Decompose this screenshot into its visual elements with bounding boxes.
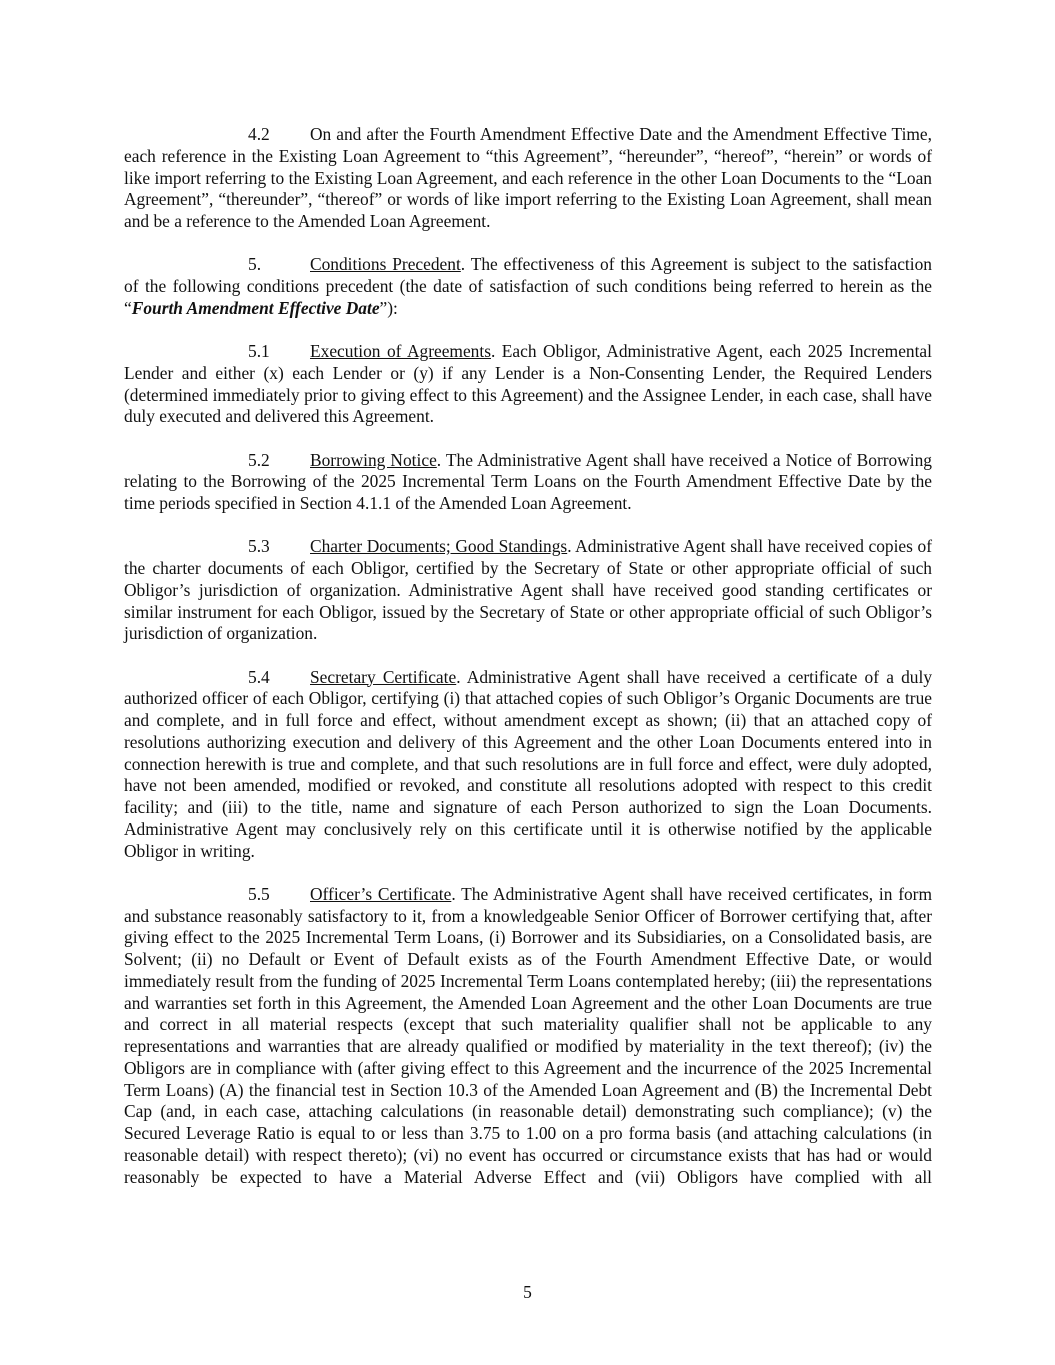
- section-text: . Each Obligor, Administrative Agent, each 2025 Incremental Lender and either (x) each Lender or (y) if any Lender is a Non-Consenting Lender, the Required Lenders (determined immediately prior to giving effect to this Agreement) and the Assignee Lender, in each case, shall have duly executed and delivered this Agreement.: [124, 341, 932, 427]
- section-5-5: [124, 884, 932, 1189]
- section-text: . Administrative Agent shall have received copies of the charter documents of each Obligor, certified by the Secretary of State or other appropriate official of such Obligor’s jurisdiction of organization. Administrative Agent shall have received good standing certificates or similar instrument for each Obligor, issued by the Secretary of State or other appropriate official of such Obligor’s jurisdiction of organization.: [124, 536, 932, 644]
- section-4-2: [124, 124, 932, 233]
- section-number: 5.1: [248, 341, 270, 361]
- page-number: 5: [523, 1282, 532, 1302]
- section-number: 5.5: [248, 883, 270, 904]
- section-number: 5.2: [248, 449, 270, 470]
- section-heading: Charter Documents; Good Standings: [310, 536, 568, 557]
- section-number: 5.: [248, 254, 262, 275]
- section-heading: Execution of Agreements: [310, 341, 491, 361]
- section-text: . The Administrative Agent shall have received certificates, in form and substance reasonably satisfactory to it, from a knowledgeable Senior Officer of Borrower certifying that, after giving effect to the 2025 Incremental Term Loans, (i) Borrower and its Subsidiaries, on a Consolidated basis, are Solvent; (ii) no Default or Event of Default exists as of the Fourth Amendment Effective Date, or would immediately result from the funding of 2025 Incremental Term Loans contemplated hereby; (iii) the representations and warranties set forth in this Agreement, the Amended Loan Agreement and the other Loan Documents are true and correct in all material respects (except that such materiality qualifier shall not be applicable to any representations and warranties that are already qualified or modified by materiality in the text thereof); (iv) the Obligors are in compliance with (after giving effect to this Agreement and the incurrence of the 2025 Incremental Term Loans) (A) the financial test in Section 10.3 of the Amended Loan Agreement and (B) the Incremental Debt Cap (and, in each case, attaching calculations (in reasonable detail) demonstrating such compliance); (v) the Secured Leverage Ratio is equal to or less than 3.75 to 1.00 on a pro forma basis (and attaching calculations (in reasonable detail) with respect thereto); (vi) no event has occurred or circumstance exists that has had or would reasonably be expected to have a Material Adverse Effect and (vii) Obligors have complied with all: [124, 883, 932, 1187]
- section-text-end: ”):: [379, 297, 398, 318]
- section-number: 5.4: [248, 666, 270, 687]
- section-number: 5.3: [248, 536, 270, 557]
- defined-term: Fourth Amendment Effective Date: [131, 297, 380, 318]
- section-number: 4.2: [248, 124, 270, 144]
- section-text: On and after the Fourth Amendment Effective Date and the Amendment Effective Time, each reference in the Existing Loan Agreement to “this Agreement”, “hereunder”, “hereof”, “herein” or words of like import referring to the Existing Loan Agreement, and each reference in the other Loan Documents to the “Loan Agreement”, “thereunder”, “thereof” or words of like import referring to the Existing Loan Agreement, shall mean and be a reference to the Amended Loan Agreement.: [124, 124, 932, 231]
- section-text: . Administrative Agent shall have received a certificate of a duly authorized officer of each Obligor, certifying (i) that attached copies of such Obligor’s Organic Documents are true and complete, and in full force and effect, without amendment except as shown; (ii) that an attached copy of resolutions authorizing execution and delivery of this Agreement and the other Loan Documents entered into in connection herewith is true and complete, and that such resolutions are in full force and effect, were duly adopted, have not been amended, modified or revoked, and constitute all resolutions adopted with respect to this credit facility; and (iii) to the title, name and signature of each Person authorized to sign the Loan Documents. Administrative Agent may conclusively rely on this certificate until it is otherwise notified by the applicable Obligor in writing.: [124, 666, 933, 861]
- section-heading: Officer’s Certificate: [310, 883, 452, 904]
- section-text: . The effectiveness of this Agreement is subject to the satisfaction of the following conditions precedent (the date of satisfaction of such conditions being referred to herein as the “: [124, 254, 932, 318]
- section-5-2: [124, 450, 932, 515]
- section-5-1: [124, 341, 932, 428]
- section-heading: Secretary Certificate: [310, 666, 457, 687]
- section-5-3: [124, 536, 932, 645]
- section-heading: Conditions Precedent: [310, 254, 461, 275]
- section-5-4: [124, 667, 932, 863]
- section-5: [124, 254, 932, 319]
- section-text: . The Administrative Agent shall have received a Notice of Borrowing relating to the Borrowing of the 2025 Incremental Term Loans on the Fourth Amendment Effective Date by the time periods specified in Section 4.1.1 of the Amended Loan Agreement.: [124, 449, 932, 513]
- section-heading: Borrowing Notice: [310, 449, 437, 470]
- document-page: [124, 124, 932, 1210]
